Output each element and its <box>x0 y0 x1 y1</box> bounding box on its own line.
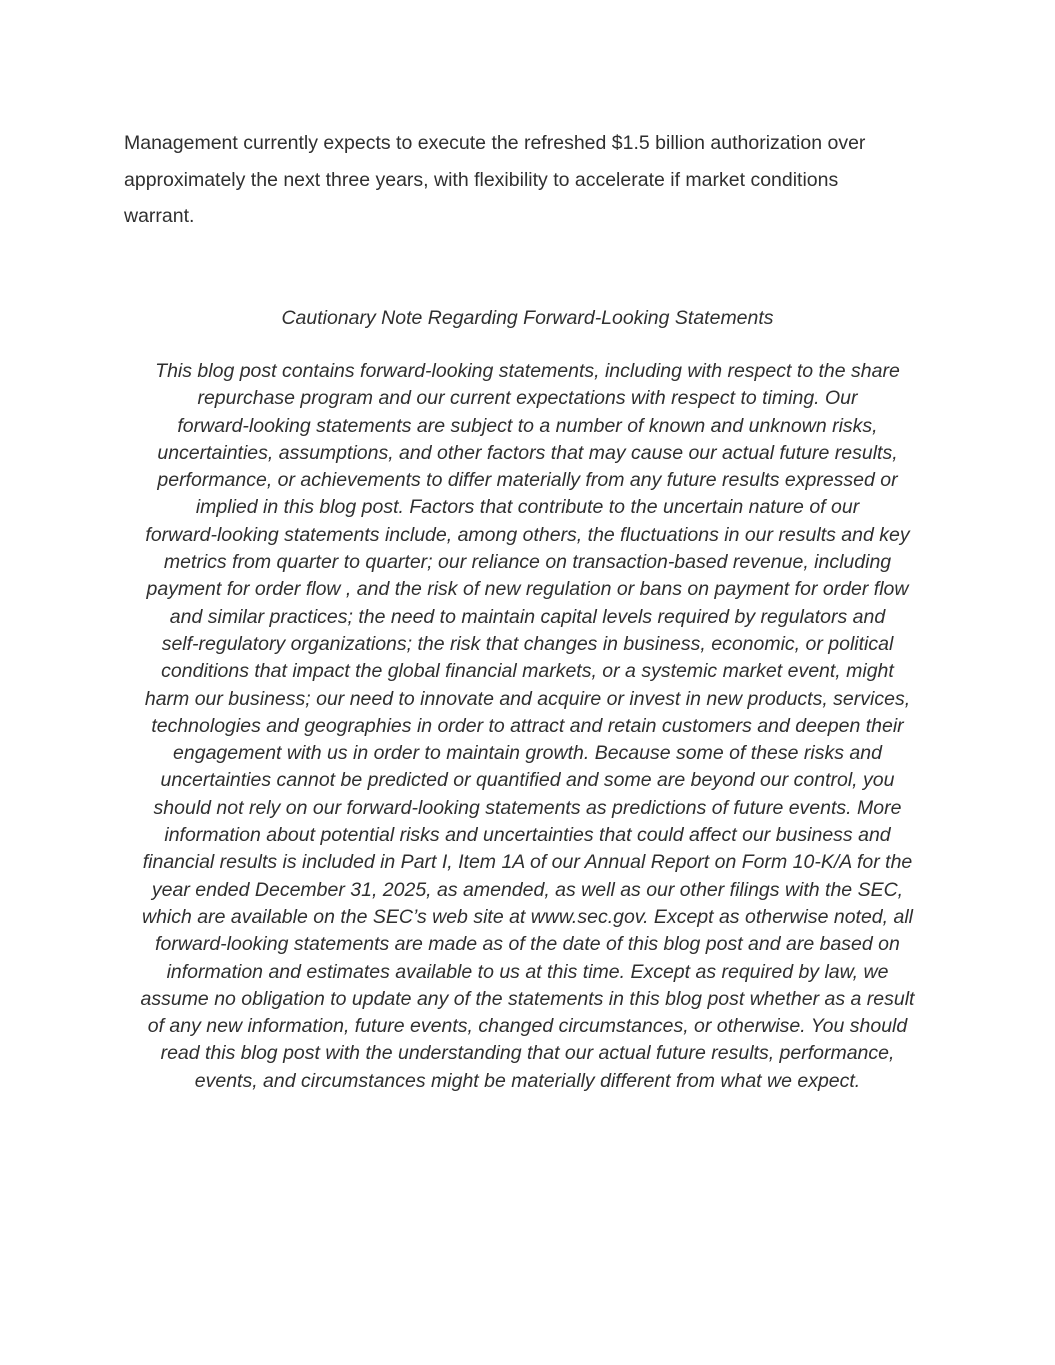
disclaimer-line: repurchase program and our current expectations with respect to timing. Our <box>197 387 858 410</box>
disclaimer-line: uncertainties, assumptions, and other factors that may cause our actual future results, <box>157 441 898 464</box>
disclaimer-line: year ended December 31, 2025, as amended, as well as our other filings with the SEC, <box>151 878 904 901</box>
disclaimer-line: performance, or achievements to differ materially from any future results expressed or <box>157 469 898 492</box>
cautionary-note-title: Cautionary Note Regarding Forward-Looking Statements <box>281 307 774 329</box>
disclaimer-line: metrics from quarter to quarter; our reliance on transaction-based revenue, including <box>163 551 892 574</box>
disclaimer-line: should not rely on our forward-looking statements as predictions of future events. More <box>153 796 902 819</box>
intro-line: Management currently expects to execute the refreshed $1.5 billion authorization over <box>124 132 866 154</box>
disclaimer-line: information about potential risks and uncertainties that could affect our business and <box>164 824 891 847</box>
disclaimer-line: forward-looking statements are made as of the date of this blog post and are based on <box>155 933 900 956</box>
disclaimer-line: financial results is included in Part I, Item 1A of our Annual Report on Form 10-K/A for the <box>142 851 913 874</box>
disclaimer-line: This blog post contains forward-looking statements, including with respect to the share <box>155 360 900 382</box>
disclaimer-line: forward-looking statements are subject to a number of known and unknown risks, <box>177 414 878 437</box>
disclaimer-line: technologies and geographies in order to attract and retain customers and deepen their <box>151 714 904 737</box>
disclaimer-line: harm our business; our need to innovate and acquire or invest in new products, services, <box>144 687 911 710</box>
intro-line: warrant. <box>124 205 195 228</box>
disclaimer-line: read this blog post with the understanding that our actual future results, performance, <box>160 1042 895 1065</box>
disclaimer-line: self-regulatory organizations; the risk that changes in business, economic, or political <box>161 632 894 655</box>
cautionary-note-body <box>0 358 1055 1095</box>
intro-line: approximately the next three years, with flexibility to accelerate if market conditions <box>124 168 839 191</box>
disclaimer-line: payment for order flow , and the risk of new regulation or bans on payment for order flow <box>146 578 909 601</box>
disclaimer-line: of any new information, future events, changed circumstances, or otherwise. You should <box>147 1015 908 1038</box>
disclaimer-line: assume no obligation to update any of the statements in this blog post whether as a result <box>140 987 915 1010</box>
disclaimer-line: uncertainties cannot be predicted or quantified and some are beyond our control, you <box>160 769 895 792</box>
disclaimer-line: events, and circumstances might be materially different from what we expect. <box>194 1069 861 1092</box>
disclaimer-line: forward-looking statements include, among others, the fluctuations in our results and key <box>145 523 910 546</box>
disclaimer-line: conditions that impact the global financial markets, or a systemic market event, might <box>161 660 894 683</box>
intro-paragraph <box>124 125 924 235</box>
disclaimer-line: which are available on the SEC’s web site at www.sec.gov. Except as otherwise noted, all <box>141 905 913 928</box>
disclaimer-line: information and estimates available to us at this time. Except as required by law, we <box>166 960 889 983</box>
disclaimer-line: and similar practices; the need to maintain capital levels required by regulators and <box>169 605 886 628</box>
disclaimer-line: engagement with us in order to maintain growth. Because some of these risks and <box>173 742 882 765</box>
disclaimer-line: implied in this blog post. Factors that contribute to the uncertain nature of our <box>195 496 860 519</box>
